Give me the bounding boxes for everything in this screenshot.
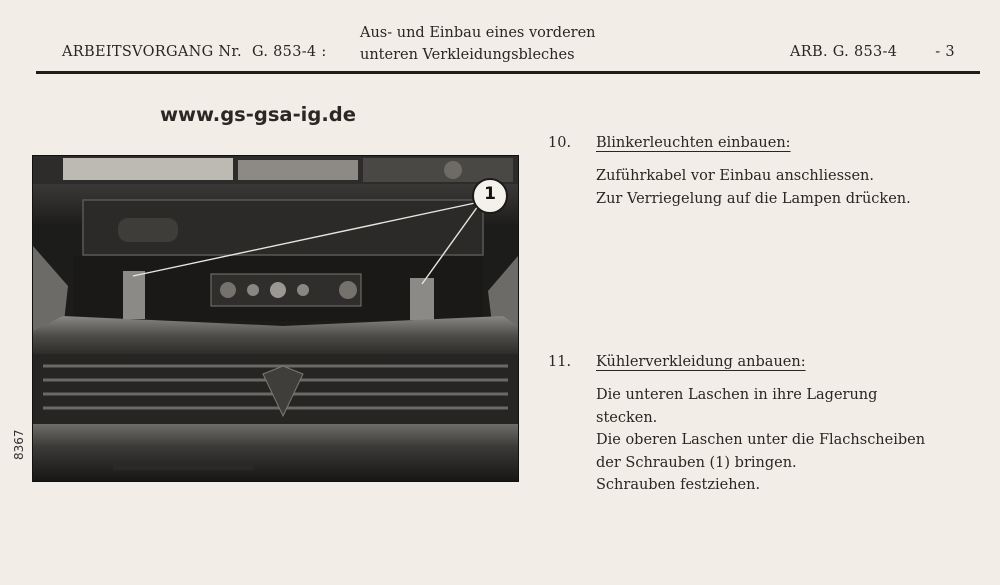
step-11-body <box>596 384 925 497</box>
header-title <box>360 22 596 66</box>
photo-reference-number: 8367 <box>12 429 26 460</box>
step-10-line-1: Zuführkabel vor Einbau anschliessen. <box>596 168 874 184</box>
step-10-body <box>596 165 911 210</box>
header-reference <box>790 44 955 60</box>
header-operation-label <box>62 44 327 60</box>
website-watermark[interactable]: www.gs-gsa-ig.de <box>160 103 356 126</box>
callout-1-label: 1 <box>484 184 496 204</box>
header-rule <box>36 71 980 74</box>
grille-photo-drawing <box>33 156 518 481</box>
step-10-line-2: Zur Verriegelung auf die Lampen drücken. <box>596 190 911 207</box>
step-11-line-2: stecken. <box>596 409 658 426</box>
header-operation-text: ARBEITSVORGANG Nr. <box>62 44 242 60</box>
step-10-title: Blinkerleuchten einbauen: <box>596 135 791 151</box>
header-title-line-1: Aus- und Einbau eines vorderen <box>360 25 596 41</box>
step-11-line-1: Die unteren Laschen in ihre Lagerung <box>596 387 878 403</box>
grille-photo <box>32 155 519 482</box>
header-title-line-2: unteren Verkleidungsbleches <box>360 47 575 63</box>
step-11-line-5: Schrauben festziehen. <box>596 477 761 493</box>
header-operation-code: G. 853-4 : <box>251 44 327 60</box>
step-10-number: 10. <box>548 135 572 151</box>
step-11-line-3: Die oberen Laschen unter die Flachscheiben <box>596 432 926 448</box>
step-11-number: 11. <box>548 354 572 370</box>
header-reference-code: ARB. G. 853-4 <box>790 44 898 60</box>
step-11-line-4: der Schrauben (1) bringen. <box>596 454 797 471</box>
step-11-title: Kühlerverkleidung anbauen: <box>596 354 806 370</box>
page-number: - 3 <box>935 44 955 60</box>
